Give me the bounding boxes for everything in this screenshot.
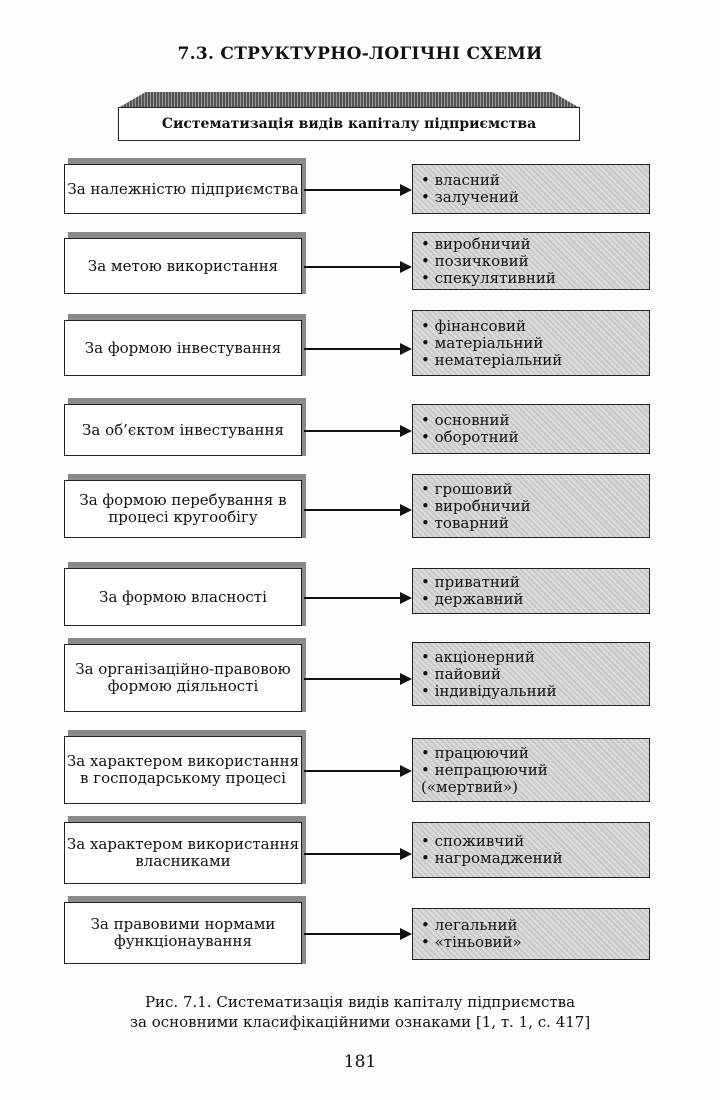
capital-type-item: • державний — [421, 590, 524, 608]
connector-arrow — [304, 430, 408, 432]
connector-arrow — [304, 189, 408, 191]
connector-arrow — [304, 348, 408, 350]
diagram-main-title: Систематизація видів капіталу підприємства — [118, 107, 580, 141]
capital-types-box — [412, 164, 650, 214]
criterion-box: За організаційно-правовою формою діяльності — [64, 644, 302, 712]
connector-arrow — [304, 770, 408, 772]
capital-type-item: • виробничий — [421, 496, 531, 515]
capital-type-item: • власний — [421, 171, 500, 189]
criterion-box: За формою інвестування — [64, 320, 302, 376]
capital-type-item: • позичковий — [421, 251, 529, 270]
criterion-box: За об’єктом інвестування — [64, 404, 302, 456]
capital-type-item: • акціонерний — [421, 647, 535, 666]
capital-type-item: («мертвий») — [421, 777, 518, 796]
figure-caption — [0, 992, 720, 1032]
criterion-box: За належністю підприємства — [64, 164, 302, 214]
criterion-box: За формою власності — [64, 568, 302, 626]
connector-arrow — [304, 678, 408, 680]
capital-types-box — [412, 310, 650, 376]
capital-types-box — [412, 738, 650, 802]
capital-type-item: • нагромаджений — [421, 849, 563, 867]
capital-types-box — [412, 568, 650, 614]
capital-type-item: • непрацюючий — [421, 760, 548, 779]
capital-types-box — [412, 404, 650, 454]
capital-type-item: • залучений — [421, 188, 519, 206]
page-number: 181 — [343, 1052, 377, 1072]
connector-arrow — [304, 853, 408, 855]
connector-arrow — [304, 266, 408, 268]
capital-type-item: • індивідуальний — [421, 681, 557, 700]
connector-arrow — [304, 933, 408, 935]
capital-type-item: • нематеріальний — [421, 350, 563, 369]
capital-types-box — [412, 642, 650, 706]
criterion-box: За характером використання в господарському процесі — [64, 736, 302, 804]
capital-type-item: • легальний — [421, 916, 518, 934]
capital-type-item: • «тіньовий» — [421, 933, 522, 951]
criterion-box: За формою перебування в процесі кругообігу — [64, 480, 302, 538]
criterion-box: За метою використання — [64, 238, 302, 294]
title-banner-decoration — [118, 92, 580, 108]
capital-types-box — [412, 232, 650, 290]
connector-arrow — [304, 597, 408, 599]
capital-types-box — [412, 474, 650, 538]
capital-type-item: • грошовий — [421, 479, 513, 498]
capital-type-item: • оборотний — [421, 428, 519, 446]
caption-line-2: за основними класифікаційними ознаками [1, т. 1, с. 417] — [129, 1013, 591, 1031]
capital-type-item: • виробничий — [421, 234, 531, 253]
capital-types-box — [412, 822, 650, 878]
criterion-box: За характером використання власниками — [64, 822, 302, 884]
section-title: 7.3. СТРУКТУРНО-ЛОГІЧНІ СХЕМИ — [177, 44, 543, 64]
capital-type-item: • товарний — [421, 513, 509, 532]
capital-type-item: • основний — [421, 411, 510, 429]
criterion-box: За правовими нормами функціонаування — [64, 902, 302, 964]
capital-type-item: • спекулятивний — [421, 268, 556, 287]
capital-type-item: • матеріальний — [421, 333, 544, 352]
capital-type-item: • споживчий — [421, 832, 525, 850]
capital-type-item: • приватний — [421, 573, 520, 591]
connector-arrow — [304, 509, 408, 511]
capital-types-box — [412, 908, 650, 960]
caption-line-1: Рис. 7.1. Систематизація видів капіталу підприємства — [144, 993, 576, 1011]
capital-type-item: • працюючий — [421, 743, 529, 762]
capital-type-item: • пайовий — [421, 664, 502, 683]
capital-type-item: • фінансовий — [421, 316, 526, 335]
